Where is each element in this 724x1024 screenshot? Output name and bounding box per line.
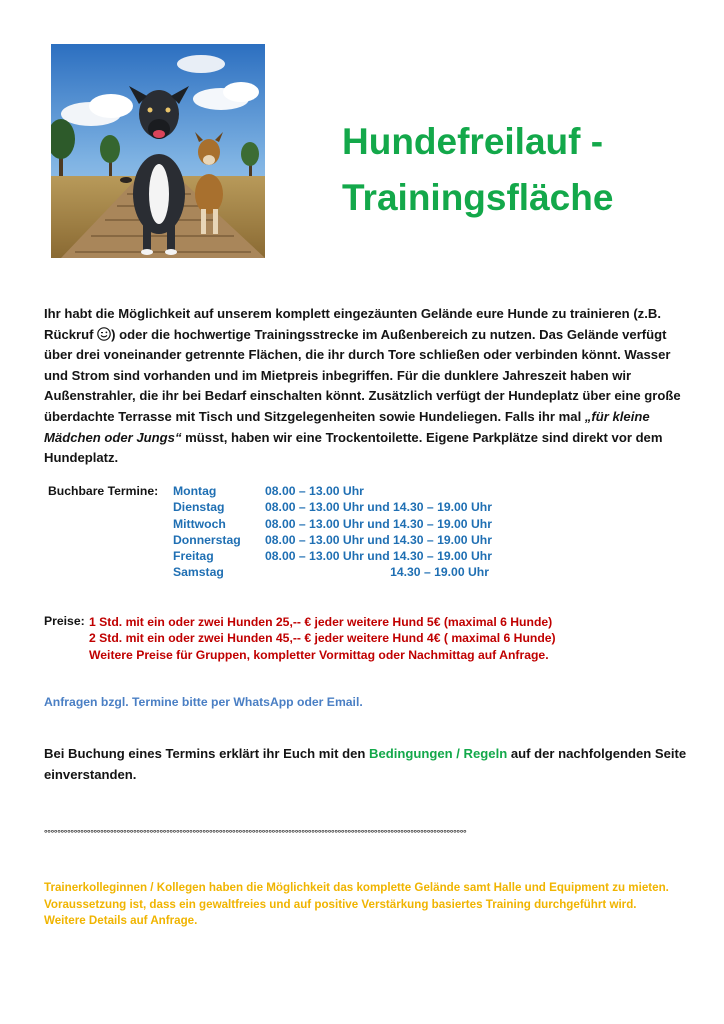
schedule-table [173,484,503,582]
price-line: Weitere Preise für Gruppen, kompletter Vormittag oder Nachmittag auf Anfrage. [89,647,549,662]
title-line-1: Hundefreilauf - [342,121,604,162]
schedule-time: 14.30 – 19.00 Uhr [390,565,489,580]
contact-note: Anfragen bzgl. Termine bitte per WhatsApp oder Email. [44,695,363,709]
intro-italic: „für kleine Mädchen oder Jungs“ [44,408,650,445]
prices-label: Preise: [44,614,85,628]
price-line: 1 Std. mit ein oder zwei Hunden 25,-- € jeder weitere Hund 5€ (maximal 6 Hunde) [89,615,553,629]
trainer-line: Weitere Details auf Anfrage. [44,914,198,928]
dog-photo-icon [51,44,265,258]
trainer-line: Voraussetzung ist, dass ein gewaltfreies und auf positive Verstärkung basiertes Training durchgeführt wird. [44,897,637,911]
dog-photo [51,44,265,258]
schedule-day: Dienstag [173,500,225,515]
schedule-row [173,533,503,549]
wink-smiley-icon [97,327,111,341]
prices-list [89,614,689,663]
schedule-day: Samstag [173,565,224,580]
trainer-line: Trainerkolleginnen / Kollegen haben die Möglichkeit das komplette Gelände samt Halle und Equipment zu mieten. [44,881,669,894]
trainer-note [44,880,714,930]
divider: °°°°°°°°°°°°°°°°°°°°°°°°°°°°°°°°°°°°°°°°°°°°°°°°°°°°°°°°°°°°°°°°°°°°°°°°°°°°°°°°°°°°°°°°°°°°°°°°°°°°°°°°°°°°°°°°°°°°°°°°°°°°°°°° [44,828,467,838]
schedule-day: Montag [173,484,217,498]
schedule-time: 08.00 – 13.00 Uhr und 14.30 – 19.00 Uhr [265,516,492,531]
intro-text-2: ) oder die hochwertige Trainingsstrecke im Außenbereich zu nutzen. Das Gelände verfügt über drei voneinander getrennte Flächen, die ihr durch Tore schließen oder verbinden könnt. Wasser und Strom sind vorhanden und im Mietpreis inbegriffen. Für die dunklere Jahreszeit haben wir Außenstrahler, die ihr bei Bedarf einschalten könnt. Zusätzlich verfügt der Hundeplatz über eine große überdachte Terrasse mit Tisch und Sitzgelegenheiten sowie Hundeliegen. Falls ihr mal [44,326,681,424]
schedule-day: Freitag [173,549,214,564]
price-line: 2 Std. mit ein oder zwei Hunden 45,-- € jeder weitere Hund 4€ ( maximal 6 Hunde) [89,631,556,646]
booking-text-2: auf der nachfolgenden Seite einverstanden. [44,746,687,782]
schedule-time: 08.00 – 13.00 Uhr [265,484,364,498]
booking-text-1: Bei Buchung eines Termins erklärt ihr Euch mit den [44,746,369,761]
page-title [342,114,702,226]
schedule-day: Donnerstag [173,532,241,547]
title-line-2: Trainingsfläche [342,177,614,218]
intro-paragraph [44,304,684,469]
intro-text-1: Ihr habt die Möglichkeit auf unserem komplett eingezäunten Gelände eure Hunde zu trainieren (z.B. Rückruf [44,306,661,342]
schedule-day: Mittwoch [173,516,226,531]
schedule-row [173,484,503,500]
schedule-row [173,500,503,516]
schedule-row [173,517,503,533]
schedule-time: 08.00 – 13.00 Uhr und 14.30 – 19.00 Uhr [265,532,492,547]
schedule-time: 08.00 – 13.00 Uhr und 14.30 – 19.00 Uhr [265,500,492,515]
schedule-row [173,565,503,581]
schedule-time: 08.00 – 13.00 Uhr und 14.30 – 19.00 Uhr [265,549,492,564]
booking-note [44,744,694,785]
schedule-row [173,549,503,565]
intro-text-3: müsst, haben wir eine Trockentoilette. Eigene Parkplätze sind direkt vor dem Hundeplatz. [44,429,663,466]
schedule-label: Buchbare Termine: [48,484,159,498]
conditions-link[interactable]: Bedingungen / Regeln [369,746,508,761]
